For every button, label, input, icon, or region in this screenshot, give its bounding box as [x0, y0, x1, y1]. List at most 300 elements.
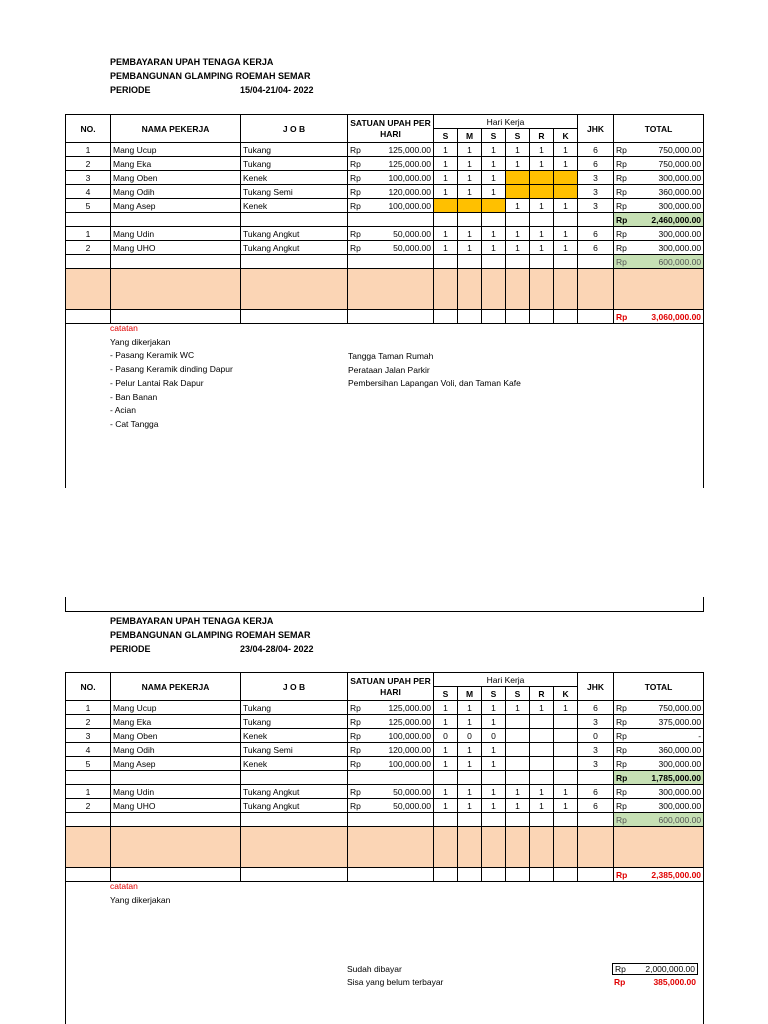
- header-day: S: [482, 129, 506, 143]
- paid-amount-box: [612, 963, 698, 975]
- cell-jhk: 3: [578, 171, 614, 185]
- header-total: TOTAL: [614, 115, 704, 143]
- cell-day: [530, 757, 554, 771]
- paid-value: 2,000,000.00: [645, 963, 695, 974]
- cell-day: [554, 743, 578, 757]
- table-header-row: [66, 673, 704, 687]
- blank-cell: [458, 255, 482, 269]
- blank-cell: [554, 813, 578, 827]
- cell-upah: [348, 171, 434, 185]
- blank-cell: [530, 827, 554, 868]
- amount-value: 50,000.00: [393, 242, 431, 253]
- blank-cell: [434, 269, 458, 310]
- cell-day: 1: [434, 185, 458, 199]
- blank-cell: [458, 269, 482, 310]
- cell-upah: [348, 227, 434, 241]
- header-day: S: [482, 687, 506, 701]
- notes-title: catatan: [110, 323, 138, 333]
- cell-upah: [348, 785, 434, 799]
- cell-day: 1: [554, 199, 578, 213]
- blank-cell: [66, 255, 111, 269]
- blank-cell: [530, 269, 554, 310]
- currency-label: Rp: [350, 730, 361, 741]
- blank-cell: [348, 771, 434, 785]
- remain-row: [347, 975, 702, 988]
- cell-upah: [348, 157, 434, 171]
- cell-day: 1: [434, 241, 458, 255]
- cell-day: 1: [482, 241, 506, 255]
- cell-total: [614, 185, 704, 199]
- cell-day: 1: [554, 143, 578, 157]
- cell-jhk: 6: [578, 785, 614, 799]
- subtotal-workers: [614, 213, 704, 227]
- cell-job: Tukang Angkut: [241, 227, 348, 241]
- currency-label: Rp: [616, 814, 627, 825]
- cell-jhk: 3: [578, 199, 614, 213]
- cell-day: 1: [434, 715, 458, 729]
- cell-nama: Mang UHO: [111, 799, 241, 813]
- subtotal-angkut: [614, 813, 704, 827]
- table-row: [66, 199, 704, 213]
- header-no: NO.: [66, 673, 111, 701]
- table-row: [66, 743, 704, 757]
- blank-cell: [111, 269, 241, 310]
- cell-jhk: 6: [578, 799, 614, 813]
- cell-jhk: 3: [578, 743, 614, 757]
- amount-value: 750,000.00: [658, 144, 702, 155]
- cell-day: 1: [482, 799, 506, 813]
- amount-value: 600,000.00: [658, 256, 702, 267]
- cell-day: 1: [458, 171, 482, 185]
- blank-cell: [111, 827, 241, 868]
- cell-total: [614, 785, 704, 799]
- amount-value: 125,000.00: [388, 716, 431, 727]
- cell-day: 1: [506, 785, 530, 799]
- header-day: M: [458, 687, 482, 701]
- amount-value: 2,385,000.00: [651, 869, 702, 880]
- cell-total: [614, 701, 704, 715]
- table-row: [66, 799, 704, 813]
- cell-day: 1: [458, 185, 482, 199]
- header-no: NO.: [66, 115, 111, 143]
- period-label: PERIODE: [110, 644, 151, 654]
- cell-day: [530, 171, 554, 185]
- blank-cell: [111, 813, 241, 827]
- amount-value: 100,000.00: [388, 200, 431, 211]
- notes-1: [110, 322, 233, 432]
- cell-day: 1: [458, 757, 482, 771]
- blank-cell: [614, 269, 704, 310]
- cell-jhk: 0: [578, 729, 614, 743]
- remain-rp: Rp: [614, 976, 626, 987]
- cell-total: [614, 715, 704, 729]
- amount-value: 600,000.00: [658, 814, 702, 825]
- cell-no: 3: [66, 729, 111, 743]
- cell-no: 4: [66, 185, 111, 199]
- currency-label: Rp: [350, 172, 361, 183]
- blank-cell: [578, 269, 614, 310]
- cell-job: Kenek: [241, 199, 348, 213]
- cell-day: 1: [482, 171, 506, 185]
- cell-day: 1: [530, 241, 554, 255]
- cell-upah: [348, 701, 434, 715]
- note-item: - Pelur Lantai Rak Dapur: [110, 377, 204, 388]
- cell-upah: [348, 143, 434, 157]
- blank-cell: [482, 213, 506, 227]
- blank-cell: [554, 269, 578, 310]
- blank-cell: [458, 213, 482, 227]
- currency-label: Rp: [350, 716, 361, 727]
- cell-day: [530, 715, 554, 729]
- cell-upah: [348, 199, 434, 213]
- cell-upah: [348, 757, 434, 771]
- currency-label: Rp: [350, 786, 361, 797]
- blank-cell: [614, 827, 704, 868]
- cell-day: 1: [434, 743, 458, 757]
- blank-cell: [66, 771, 111, 785]
- blank-cell: [554, 771, 578, 785]
- cell-total: [614, 729, 704, 743]
- blank-cell: [482, 771, 506, 785]
- note-item: - Acian: [110, 405, 136, 416]
- blank-cell: [458, 771, 482, 785]
- currency-label: Rp: [350, 744, 361, 755]
- header-nama: NAMA PEKERJA: [111, 115, 241, 143]
- cell-jhk: 6: [578, 143, 614, 157]
- cell-day: [554, 757, 578, 771]
- cell-job: Tukang Angkut: [241, 785, 348, 799]
- blank-cell: [578, 771, 614, 785]
- period-value: 23/04-28/04- 2022: [240, 644, 314, 654]
- amount-value: 300,000.00: [658, 172, 702, 183]
- table-row: [66, 185, 704, 199]
- header-day: S: [434, 129, 458, 143]
- currency-label: Rp: [616, 800, 627, 811]
- cell-day: 1: [506, 143, 530, 157]
- cell-day: [506, 729, 530, 743]
- note-item: - Cat Tangga: [110, 418, 159, 429]
- blank-cell: [530, 213, 554, 227]
- amount-value: 375,000.00: [658, 716, 702, 727]
- amount-value: 120,000.00: [388, 186, 431, 197]
- cell-nama: Mang Ucup: [111, 143, 241, 157]
- cell-upah: [348, 715, 434, 729]
- cell-total: [614, 171, 704, 185]
- cell-jhk: 6: [578, 227, 614, 241]
- currency-label: Rp: [616, 256, 627, 267]
- header-day: R: [530, 129, 554, 143]
- blank-cell: [434, 771, 458, 785]
- cell-day: [554, 729, 578, 743]
- cell-job: Tukang: [241, 143, 348, 157]
- cell-day: 1: [434, 701, 458, 715]
- cell-nama: Mang Oben: [111, 729, 241, 743]
- amount-value: 1,785,000.00: [651, 772, 702, 783]
- amount-value: 125,000.00: [388, 702, 431, 713]
- cell-day: 1: [482, 185, 506, 199]
- cell-total: [614, 241, 704, 255]
- header-hari-kerja: Hari Kerja: [434, 115, 578, 129]
- cell-day: 0: [458, 729, 482, 743]
- blank-cell: [241, 269, 348, 310]
- header-day: S: [506, 129, 530, 143]
- notes-subtitle: Yang dikerjakan: [110, 336, 171, 347]
- amount-value: -: [698, 730, 702, 741]
- table-row: [66, 227, 704, 241]
- header-day: R: [530, 687, 554, 701]
- currency-label: Rp: [616, 311, 628, 322]
- cell-day: 1: [434, 799, 458, 813]
- cell-day: 1: [434, 157, 458, 171]
- cell-day: 1: [530, 157, 554, 171]
- table-row: [66, 729, 704, 743]
- blank-row: [66, 269, 704, 310]
- cell-day: [554, 715, 578, 729]
- amount-value: 360,000.00: [658, 744, 702, 755]
- cell-day: 1: [554, 157, 578, 171]
- cell-jhk: 3: [578, 715, 614, 729]
- note-item: Tangga Taman Rumah: [348, 351, 434, 361]
- period-label: PERIODE: [110, 85, 151, 95]
- cell-job: Tukang: [241, 701, 348, 715]
- cell-day: 1: [482, 785, 506, 799]
- currency-label: Rp: [616, 702, 627, 713]
- cell-day: 1: [434, 227, 458, 241]
- cell-nama: Mang Eka: [111, 157, 241, 171]
- blank-cell: [66, 213, 111, 227]
- notes-subtitle: Yang dikerjakan: [110, 894, 171, 905]
- header-hari-kerja: Hari Kerja: [434, 673, 578, 687]
- cell-day: 1: [482, 157, 506, 171]
- cell-day: [506, 185, 530, 199]
- note-item: - Pasang Keramik WC: [110, 350, 195, 361]
- amount-value: 300,000.00: [658, 758, 702, 769]
- blank-row: [66, 255, 704, 269]
- currency-label: Rp: [350, 758, 361, 769]
- cell-job: Kenek: [241, 171, 348, 185]
- cell-day: 1: [530, 227, 554, 241]
- cell-nama: Mang Odih: [111, 185, 241, 199]
- cell-day: 1: [482, 757, 506, 771]
- cell-upah: [348, 729, 434, 743]
- currency-label: Rp: [616, 214, 628, 225]
- cell-nama: Mang Eka: [111, 715, 241, 729]
- blank-cell: [482, 813, 506, 827]
- currency-label: Rp: [616, 200, 627, 211]
- section-separator: [65, 597, 704, 612]
- currency-label: Rp: [350, 186, 361, 197]
- cell-no: 1: [66, 785, 111, 799]
- cell-day: 1: [434, 171, 458, 185]
- amount-value: 2,460,000.00: [651, 214, 702, 225]
- blank-cell: [578, 813, 614, 827]
- amount-value: 125,000.00: [388, 144, 431, 155]
- header-job: J O B: [241, 115, 348, 143]
- cell-day: 1: [482, 715, 506, 729]
- cell-nama: Mang Asep: [111, 757, 241, 771]
- header-day: M: [458, 129, 482, 143]
- blank-cell: [241, 213, 348, 227]
- subtotal-angkut: [614, 255, 704, 269]
- header-jhk: JHK: [578, 115, 614, 143]
- paid-rp: Rp: [615, 963, 626, 974]
- cell-total: [614, 743, 704, 757]
- currency-label: Rp: [616, 758, 627, 769]
- blank-row: [66, 213, 704, 227]
- currency-label: Rp: [616, 158, 627, 169]
- currency-label: Rp: [616, 228, 627, 239]
- blank-cell: [578, 827, 614, 868]
- cell-day: 0: [434, 729, 458, 743]
- currency-label: Rp: [616, 869, 628, 880]
- blank-cell: [506, 269, 530, 310]
- blank-cell: [241, 771, 348, 785]
- cell-day: 1: [458, 715, 482, 729]
- blank-cell: [530, 771, 554, 785]
- cell-upah: [348, 799, 434, 813]
- blank-row: [66, 771, 704, 785]
- cell-jhk: 3: [578, 185, 614, 199]
- blank-cell: [578, 255, 614, 269]
- cell-day: 1: [458, 241, 482, 255]
- cell-day: 0: [482, 729, 506, 743]
- cell-upah: [348, 241, 434, 255]
- blank-cell: [66, 269, 111, 310]
- blank-cell: [578, 213, 614, 227]
- cell-day: 1: [458, 785, 482, 799]
- blank-cell: [111, 213, 241, 227]
- cell-nama: Mang Udin: [111, 785, 241, 799]
- notes-right-list: [348, 350, 521, 391]
- header-total: TOTAL: [614, 673, 704, 701]
- amount-value: 300,000.00: [658, 228, 702, 239]
- cell-no: 2: [66, 157, 111, 171]
- cell-day: 1: [482, 227, 506, 241]
- amount-value: 300,000.00: [658, 786, 702, 797]
- cell-total: [614, 227, 704, 241]
- cell-day: [506, 757, 530, 771]
- cell-day: [506, 715, 530, 729]
- remain-label: Sisa yang belum terbayar: [347, 976, 444, 987]
- currency-label: Rp: [350, 702, 361, 713]
- wage-table-2: [65, 672, 704, 882]
- cell-no: 1: [66, 227, 111, 241]
- blank-cell: [241, 827, 348, 868]
- note-item: - Pasang Keramik dinding Dapur: [110, 364, 233, 375]
- blank-cell: [482, 255, 506, 269]
- cell-nama: Mang Oben: [111, 171, 241, 185]
- blank-row: [66, 827, 704, 868]
- amount-value: 50,000.00: [393, 786, 431, 797]
- cell-no: 4: [66, 743, 111, 757]
- notes-left-list: [110, 349, 233, 431]
- cell-day: 1: [434, 785, 458, 799]
- currency-label: Rp: [350, 800, 361, 811]
- cell-jhk: 6: [578, 241, 614, 255]
- cell-upah: [348, 743, 434, 757]
- blank-cell: [434, 827, 458, 868]
- payment-summary: [347, 962, 702, 988]
- currency-label: Rp: [350, 228, 361, 239]
- cell-no: 2: [66, 241, 111, 255]
- cell-day: 1: [530, 785, 554, 799]
- cell-total: [614, 199, 704, 213]
- header-day: S: [506, 687, 530, 701]
- header-jhk: JHK: [578, 673, 614, 701]
- blank-cell: [348, 255, 434, 269]
- amount-value: 50,000.00: [393, 228, 431, 239]
- cell-job: Tukang Angkut: [241, 241, 348, 255]
- section2-header: [110, 614, 314, 656]
- blank-cell: [506, 771, 530, 785]
- cell-no: 1: [66, 701, 111, 715]
- cell-no: 1: [66, 143, 111, 157]
- cell-day: 1: [482, 143, 506, 157]
- header-job: J O B: [241, 673, 348, 701]
- header-satuan: SATUAN UPAH PER HARI: [348, 115, 434, 143]
- blank-cell: [111, 255, 241, 269]
- amount-value: 100,000.00: [388, 758, 431, 769]
- cell-day: 1: [554, 785, 578, 799]
- cell-day: 1: [506, 701, 530, 715]
- currency-label: Rp: [350, 200, 361, 211]
- cell-day: [458, 199, 482, 213]
- blank-cell: [482, 827, 506, 868]
- amount-value: 750,000.00: [658, 158, 702, 169]
- cell-day: 1: [554, 241, 578, 255]
- blank-row: [66, 813, 704, 827]
- cell-day: [482, 199, 506, 213]
- currency-label: Rp: [350, 158, 361, 169]
- currency-label: Rp: [616, 186, 627, 197]
- paid-label: Sudah dibayar: [347, 963, 402, 974]
- cell-day: 1: [434, 757, 458, 771]
- cell-no: 2: [66, 799, 111, 813]
- cell-day: [554, 171, 578, 185]
- cell-day: 1: [530, 799, 554, 813]
- cell-total: [614, 799, 704, 813]
- cell-total: [614, 143, 704, 157]
- cell-day: 1: [554, 701, 578, 715]
- amount-value: 300,000.00: [658, 242, 702, 253]
- cell-day: 1: [554, 227, 578, 241]
- amount-value: 100,000.00: [388, 172, 431, 183]
- amount-value: 3,060,000.00: [651, 311, 702, 322]
- cell-day: [554, 185, 578, 199]
- cell-job: Tukang: [241, 715, 348, 729]
- cell-day: 1: [458, 701, 482, 715]
- cell-day: 1: [458, 799, 482, 813]
- header-satuan: SATUAN UPAH PER HARI: [348, 673, 434, 701]
- amount-value: 750,000.00: [658, 702, 702, 713]
- header-day: S: [434, 687, 458, 701]
- cell-day: [506, 743, 530, 757]
- cell-no: 5: [66, 199, 111, 213]
- blank-cell: [506, 213, 530, 227]
- currency-label: Rp: [350, 242, 361, 253]
- cell-day: [530, 185, 554, 199]
- table-row: [66, 785, 704, 799]
- header-nama: NAMA PEKERJA: [111, 673, 241, 701]
- table-row: [66, 157, 704, 171]
- notes-2: [110, 880, 170, 907]
- cell-day: [506, 171, 530, 185]
- blank-cell: [348, 269, 434, 310]
- doc-title: PEMBAYARAN UPAH TENAGA KERJA: [110, 57, 274, 67]
- blank-cell: [506, 827, 530, 868]
- blank-cell: [348, 813, 434, 827]
- cell-job: Tukang Semi: [241, 185, 348, 199]
